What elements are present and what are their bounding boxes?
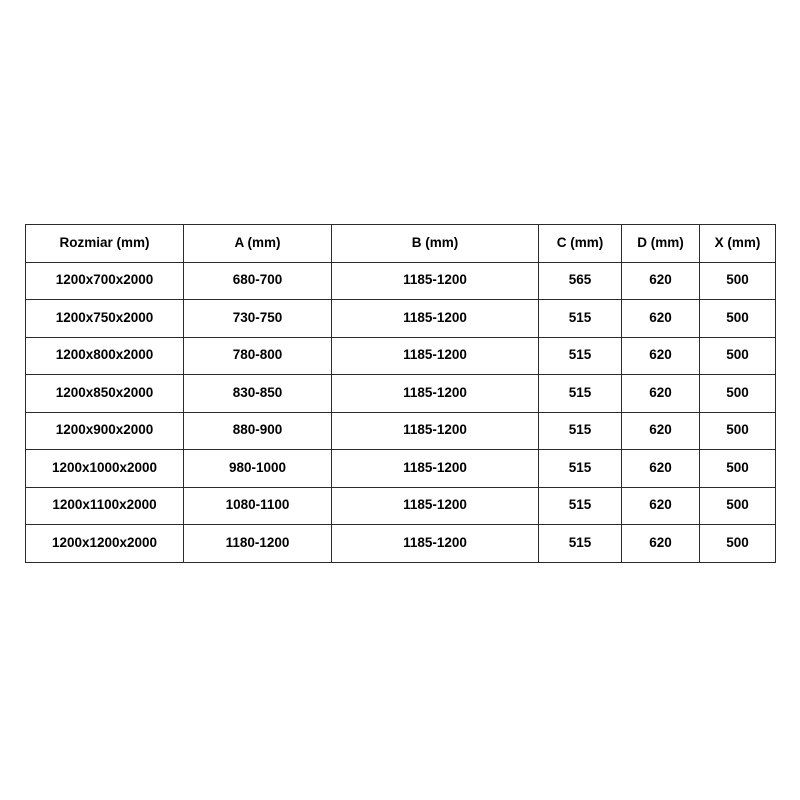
cell-x: 500 bbox=[700, 375, 776, 413]
column-header-b: B (mm) bbox=[332, 225, 539, 263]
cell-b: 1185-1200 bbox=[332, 300, 539, 338]
table-row bbox=[26, 300, 776, 338]
cell-d: 620 bbox=[622, 337, 700, 375]
table-row bbox=[26, 337, 776, 375]
cell-d: 620 bbox=[622, 300, 700, 338]
cell-c: 515 bbox=[539, 450, 622, 488]
cell-b: 1185-1200 bbox=[332, 262, 539, 300]
table-row bbox=[26, 412, 776, 450]
cell-d: 620 bbox=[622, 375, 700, 413]
cell-a: 1080-1100 bbox=[184, 487, 332, 525]
cell-b: 1185-1200 bbox=[332, 412, 539, 450]
cell-x: 500 bbox=[700, 412, 776, 450]
cell-b: 1185-1200 bbox=[332, 525, 539, 563]
column-header-rozmiar: Rozmiar (mm) bbox=[26, 225, 184, 263]
cell-b: 1185-1200 bbox=[332, 487, 539, 525]
cell-d: 620 bbox=[622, 412, 700, 450]
table-header-row bbox=[26, 225, 776, 263]
cell-x: 500 bbox=[700, 300, 776, 338]
table-row bbox=[26, 375, 776, 413]
cell-b: 1185-1200 bbox=[332, 375, 539, 413]
specification-table bbox=[25, 224, 776, 563]
cell-d: 620 bbox=[622, 525, 700, 563]
column-header-d: D (mm) bbox=[622, 225, 700, 263]
cell-c: 515 bbox=[539, 412, 622, 450]
column-header-a: A (mm) bbox=[184, 225, 332, 263]
cell-size: 1200x700x2000 bbox=[26, 262, 184, 300]
cell-x: 500 bbox=[700, 525, 776, 563]
cell-c: 565 bbox=[539, 262, 622, 300]
cell-size: 1200x750x2000 bbox=[26, 300, 184, 338]
cell-x: 500 bbox=[700, 450, 776, 488]
table-row bbox=[26, 487, 776, 525]
cell-size: 1200x1200x2000 bbox=[26, 525, 184, 563]
cell-d: 620 bbox=[622, 450, 700, 488]
cell-c: 515 bbox=[539, 375, 622, 413]
cell-a: 830-850 bbox=[184, 375, 332, 413]
cell-x: 500 bbox=[700, 262, 776, 300]
column-header-c: C (mm) bbox=[539, 225, 622, 263]
table-row bbox=[26, 262, 776, 300]
cell-a: 780-800 bbox=[184, 337, 332, 375]
specification-table-container bbox=[25, 224, 775, 563]
cell-size: 1200x850x2000 bbox=[26, 375, 184, 413]
cell-size: 1200x800x2000 bbox=[26, 337, 184, 375]
cell-d: 620 bbox=[622, 487, 700, 525]
cell-x: 500 bbox=[700, 337, 776, 375]
cell-b: 1185-1200 bbox=[332, 337, 539, 375]
cell-a: 730-750 bbox=[184, 300, 332, 338]
column-header-x: X (mm) bbox=[700, 225, 776, 263]
cell-d: 620 bbox=[622, 262, 700, 300]
cell-a: 880-900 bbox=[184, 412, 332, 450]
cell-a: 680-700 bbox=[184, 262, 332, 300]
cell-c: 515 bbox=[539, 337, 622, 375]
cell-c: 515 bbox=[539, 300, 622, 338]
cell-size: 1200x1000x2000 bbox=[26, 450, 184, 488]
cell-a: 1180-1200 bbox=[184, 525, 332, 563]
table-row bbox=[26, 525, 776, 563]
table-row bbox=[26, 450, 776, 488]
cell-b: 1185-1200 bbox=[332, 450, 539, 488]
cell-c: 515 bbox=[539, 487, 622, 525]
cell-size: 1200x900x2000 bbox=[26, 412, 184, 450]
cell-a: 980-1000 bbox=[184, 450, 332, 488]
cell-size: 1200x1100x2000 bbox=[26, 487, 184, 525]
cell-x: 500 bbox=[700, 487, 776, 525]
cell-c: 515 bbox=[539, 525, 622, 563]
